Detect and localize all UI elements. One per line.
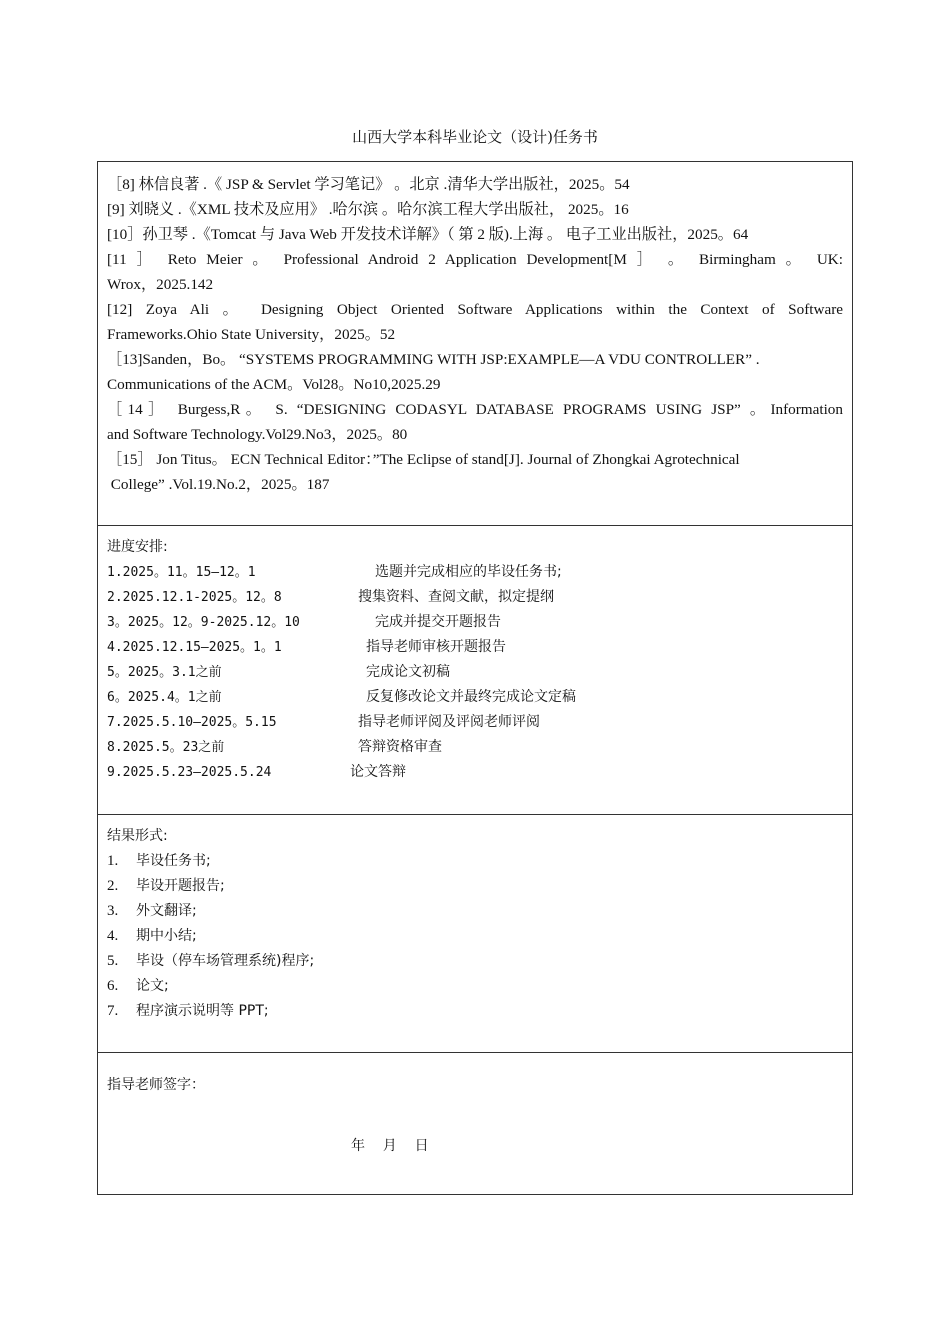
schedule-row: [107, 610, 843, 635]
result-item: [107, 999, 843, 1024]
schedule-date: 6。2025.4。1之前: [107, 690, 222, 705]
schedule-section: [98, 525, 852, 814]
schedule-date: 4.2025.12.15—2025。1。1: [107, 640, 282, 655]
reference-line: Wrox，2025.142: [107, 276, 214, 293]
result-number: 7.: [107, 1003, 119, 1019]
schedule-task: 完成论文初稿: [366, 664, 450, 680]
result-number: 5.: [107, 953, 119, 969]
result-item: [107, 874, 843, 899]
result-text: 论文;: [136, 978, 169, 994]
schedule-date: 7.2025.5.10—2025。5.15: [107, 715, 277, 730]
result-text: 毕设任务书;: [136, 853, 211, 869]
reference-line: Communications of the ACM。Vol28。No10,2025.29: [107, 376, 441, 393]
schedule-row: [107, 560, 843, 585]
schedule-task: 答辩资格审查: [358, 739, 442, 755]
schedule-date: 1.2025。11。15—12。1: [107, 565, 256, 580]
schedule-row: [107, 735, 843, 760]
result-text: 期中小结;: [136, 928, 197, 944]
result-text: 毕设开题报告;: [136, 878, 225, 894]
reference-line: College” .Vol.19.No.2，2025。187: [107, 476, 330, 493]
schedule-task: 指导老师审核开题报告: [366, 639, 506, 655]
schedule-task: 搜集资料、查阅文献，拟定提纲: [358, 589, 554, 605]
result-item: [107, 924, 843, 949]
results-section: [98, 814, 852, 1052]
result-item: [107, 899, 843, 924]
reference-line: and Software Technology.Vol29.No3，2025。80: [107, 426, 408, 443]
reference-item: [10］孙卫琴 .《Tomcat 与 Java Web 开发技术详解》（ 第 2 版).上海 。 电子工业出版社，2025。64: [107, 226, 749, 243]
reference-item: [107, 297, 843, 347]
signature-label: 指导老师签字：: [107, 1077, 205, 1093]
result-number: 1.: [107, 853, 119, 869]
result-item: [107, 974, 843, 999]
reference-item: ［8] 林信良著 .《 JSP & Servlet 学习笔记》 。北京 .清华大学出版社，2025。54: [107, 176, 630, 193]
schedule-row: [107, 585, 843, 610]
result-number: 3.: [107, 903, 119, 919]
schedule-task: 反复修改论文并最终完成论文定稿: [366, 689, 576, 705]
schedule-row: [107, 635, 843, 660]
schedule-date: 3。2025。12。9-2025.12。10: [107, 615, 300, 630]
reference-line: ［13]Sanden，Bo。 “SYSTEMS PROGRAMMING WITH JSP:EXAMPLE—A VDU CONTROLLER” .: [107, 351, 760, 368]
result-number: 4.: [107, 928, 119, 944]
reference-item: [107, 347, 843, 397]
schedule-task: 完成并提交开题报告: [375, 614, 501, 630]
result-text: 毕设（停车场管理系统)程序;: [136, 953, 315, 969]
schedule-row: [107, 760, 843, 785]
results-label: 结果形式:: [107, 828, 168, 844]
schedule-date: 9.2025.5.23—2025.5.24: [107, 765, 272, 780]
reference-line: [12] Zoya Ali 。 Designing Object Oriented Software Applications within the Context of Software: [107, 301, 843, 318]
reference-line: ［15］ Jon Titus。 ECN Technical Editor：”The Eclipse of stand[J]. Journal of Zhongkai Agrotechnical: [107, 451, 740, 468]
reference-item: [107, 447, 843, 497]
result-number: 2.: [107, 878, 119, 894]
result-number: 6.: [107, 978, 119, 994]
page-title: 山西大学本科毕业论文（设计)任务书: [352, 128, 598, 146]
reference-item: [107, 247, 843, 297]
result-text: 外文翻译;: [136, 903, 197, 919]
signature-date-line: 年 月 日: [351, 1138, 429, 1154]
result-text: 程序演示说明等 PPT;: [136, 1003, 269, 1019]
schedule-row: [107, 685, 843, 710]
schedule-date: 5。2025。3.1之前: [107, 665, 222, 680]
schedule-label: 进度安排:: [107, 539, 168, 555]
task-table: [97, 161, 853, 1195]
signature-section: [98, 1052, 852, 1196]
references-section: [98, 162, 852, 525]
schedule-row: [107, 660, 843, 685]
schedule-task: 论文答辩: [350, 764, 406, 780]
result-item: [107, 949, 843, 974]
reference-line: [11 ］ Reto Meier 。 Professional Android 2 Application Development[M ］ 。 Birmingham 。 UK:: [107, 251, 843, 268]
reference-line: ［14］ Burgess,R。 S. “DESIGNING CODASYL DATABASE PROGRAMS USING JSP” 。Information: [107, 401, 843, 418]
schedule-task: 指导老师评阅及评阅老师评阅: [358, 714, 540, 730]
result-item: [107, 849, 843, 874]
reference-item: [9] 刘晓义 .《XML 技术及应用》 .哈尔滨 。哈尔滨工程大学出版社， 2025。16: [107, 201, 629, 218]
schedule-date: 2.2025.12.1-2025。12。8: [107, 590, 282, 605]
reference-line: Frameworks.Ohio State University，2025。52: [107, 326, 396, 343]
schedule-row: [107, 710, 843, 735]
reference-item: [107, 397, 843, 447]
schedule-task: 选题并完成相应的毕设任务书;: [375, 564, 562, 580]
schedule-date: 8.2025.5。23之前: [107, 740, 225, 755]
